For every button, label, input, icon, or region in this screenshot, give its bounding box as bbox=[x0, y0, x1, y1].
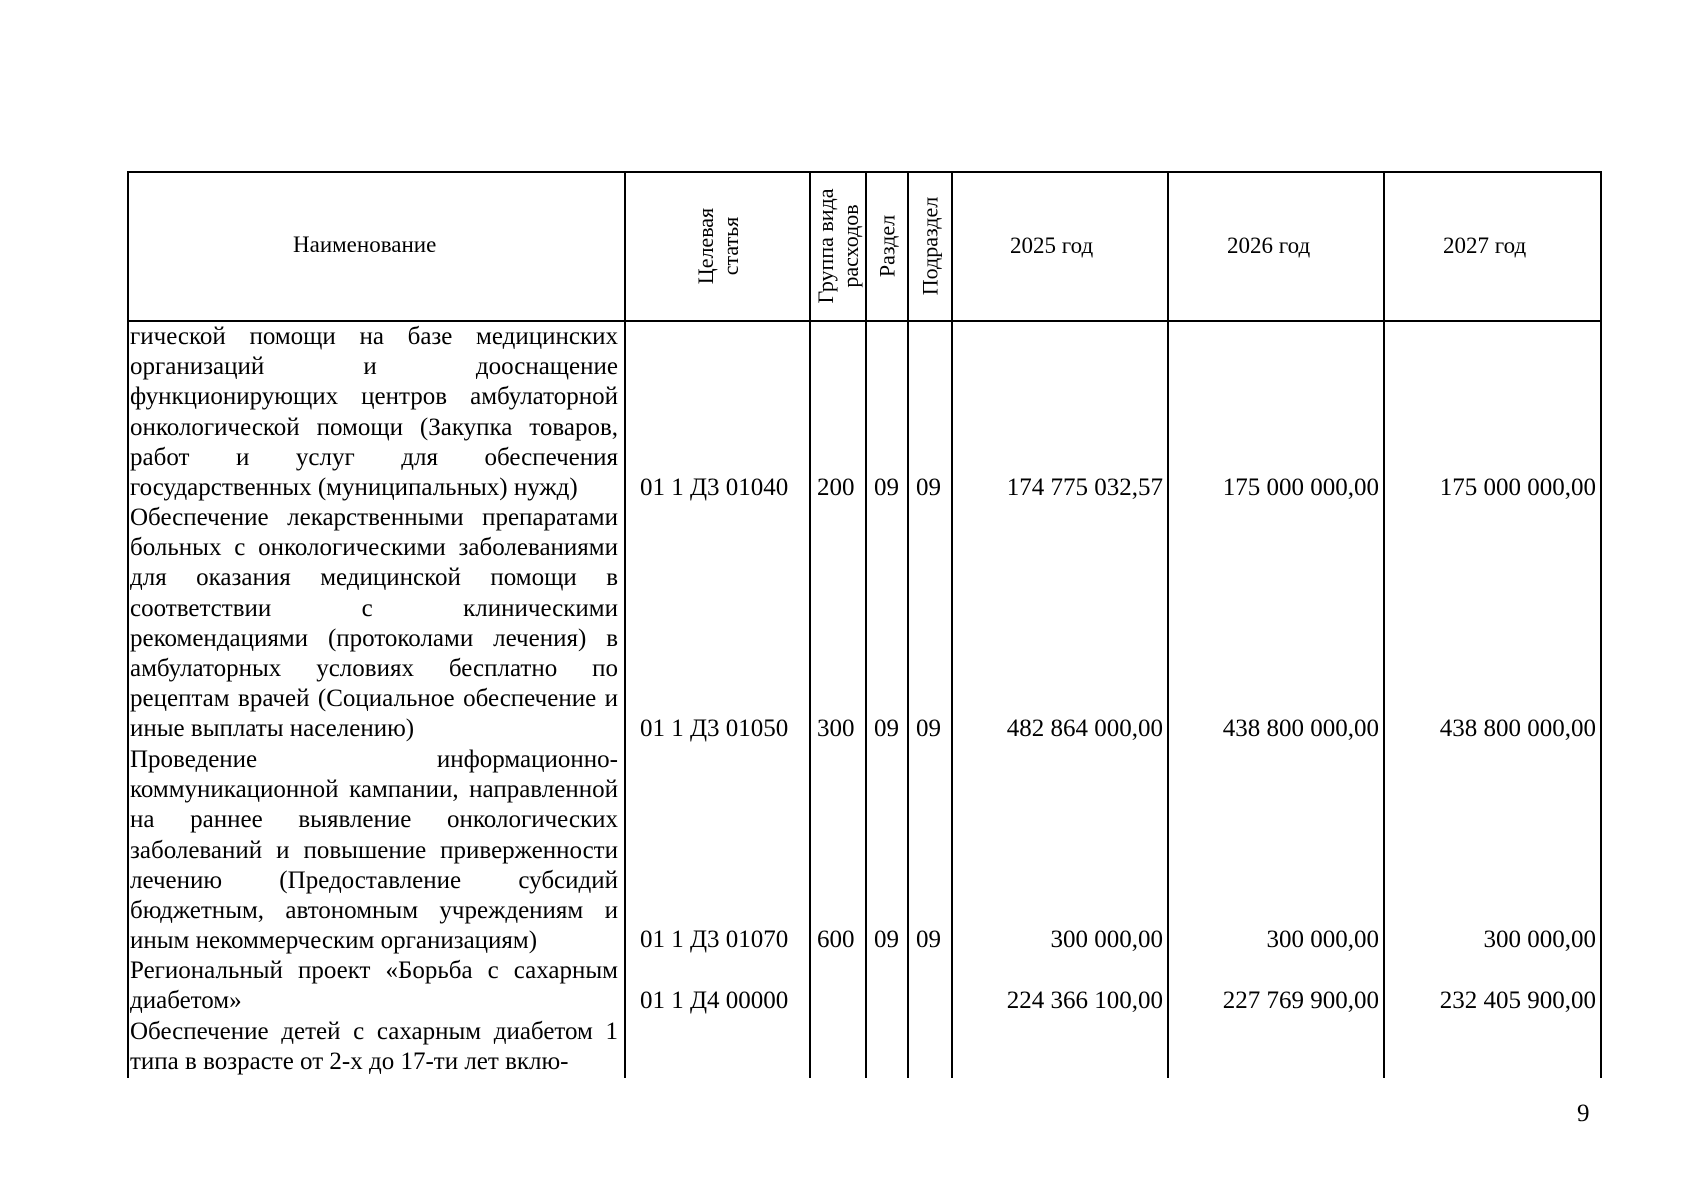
col-border-section bbox=[907, 171, 909, 1078]
row-value-2025: 174 775 032,57 bbox=[1006, 474, 1163, 501]
col-border-2025 bbox=[1167, 171, 1169, 1078]
row-subsection: 09 bbox=[916, 715, 941, 742]
row-code: 01 1 Д3 01070 bbox=[640, 926, 789, 953]
row-code: 01 1 Д3 01050 bbox=[640, 715, 789, 742]
row-subsection: 09 bbox=[916, 926, 941, 953]
col-border-code bbox=[809, 171, 811, 1078]
row-name: гической помощи на базе медицинских организаций и дооснащение функционирующих центров амбулаторной онкологической помощи (Закупка товаров, работ и услуг для обеспечения государственных (муниципальных) нужд) bbox=[130, 323, 618, 502]
row-value-2025: 300 000,00 bbox=[1050, 926, 1163, 953]
row-name: Обеспечение лекарственными препаратами больных с онкологическими заболеваниями для оказания медицинской помощи в соответствии с клиническими рекомендациями (протоколами лечения) в амбулаторных условиях бесплатно по рецептам врачей (Социальное обеспечение и иные выплаты населению) bbox=[130, 504, 618, 743]
row-name: Региональный проект «Борьба с сахарным диабетом» bbox=[130, 957, 618, 1015]
header-target-article: Целевая статья bbox=[693, 207, 743, 285]
row-value-2026: 227 769 900,00 bbox=[1222, 987, 1379, 1014]
header-name: Наименование bbox=[293, 232, 437, 257]
row-name: Проведение информационно-коммуникационной кампании, направленной на раннее выявление онкологических заболеваний и повышение приверженности лечению (Предоставление субсидий бюджетным, автономным учреждениям и иным некоммерческим организациям) bbox=[130, 746, 618, 955]
col-border-name bbox=[624, 171, 626, 1078]
row-value-2027: 175 000 000,00 bbox=[1439, 474, 1596, 501]
row-section: 09 bbox=[874, 474, 899, 501]
row-code: 01 1 Д3 01040 bbox=[640, 474, 789, 501]
header-year-2027: 2027 год bbox=[1443, 233, 1527, 258]
row-value-2027: 300 000,00 bbox=[1483, 926, 1596, 953]
col-border-subsection bbox=[951, 171, 953, 1078]
row-value-2026: 300 000,00 bbox=[1266, 926, 1379, 953]
col-border-right bbox=[1600, 171, 1602, 1078]
header-expense-group: Группа вида расходов bbox=[813, 188, 863, 304]
row-section: 09 bbox=[874, 926, 899, 953]
row-value-2025: 482 864 000,00 bbox=[1006, 715, 1163, 742]
row-value-2027: 438 800 000,00 bbox=[1439, 715, 1596, 742]
row-code: 01 1 Д4 00000 bbox=[640, 987, 789, 1014]
row-group: 200 bbox=[817, 474, 855, 501]
header-section: Раздел bbox=[874, 214, 900, 278]
row-value-2025: 224 366 100,00 bbox=[1006, 987, 1163, 1014]
header-subsection: Подраздел bbox=[917, 196, 943, 296]
row-value-2026: 175 000 000,00 bbox=[1222, 474, 1379, 501]
row-value-2027: 232 405 900,00 bbox=[1439, 987, 1596, 1014]
header-year-2025: 2025 год bbox=[1010, 233, 1094, 258]
row-group: 600 bbox=[817, 926, 855, 953]
row-name: Обеспечение детей с сахарным диабетом 1 типа в возрасте от 2-х до 17-ти лет вклю- bbox=[130, 1018, 618, 1076]
page-number: 9 bbox=[1577, 1100, 1590, 1127]
row-value-2026: 438 800 000,00 bbox=[1222, 715, 1379, 742]
row-subsection: 09 bbox=[916, 474, 941, 501]
col-border-group bbox=[865, 171, 867, 1078]
header-year-2026: 2026 год bbox=[1227, 233, 1311, 258]
row-section: 09 bbox=[874, 715, 899, 742]
col-border-2026 bbox=[1383, 171, 1385, 1078]
col-border-left bbox=[127, 171, 129, 1078]
row-group: 300 bbox=[817, 715, 855, 742]
